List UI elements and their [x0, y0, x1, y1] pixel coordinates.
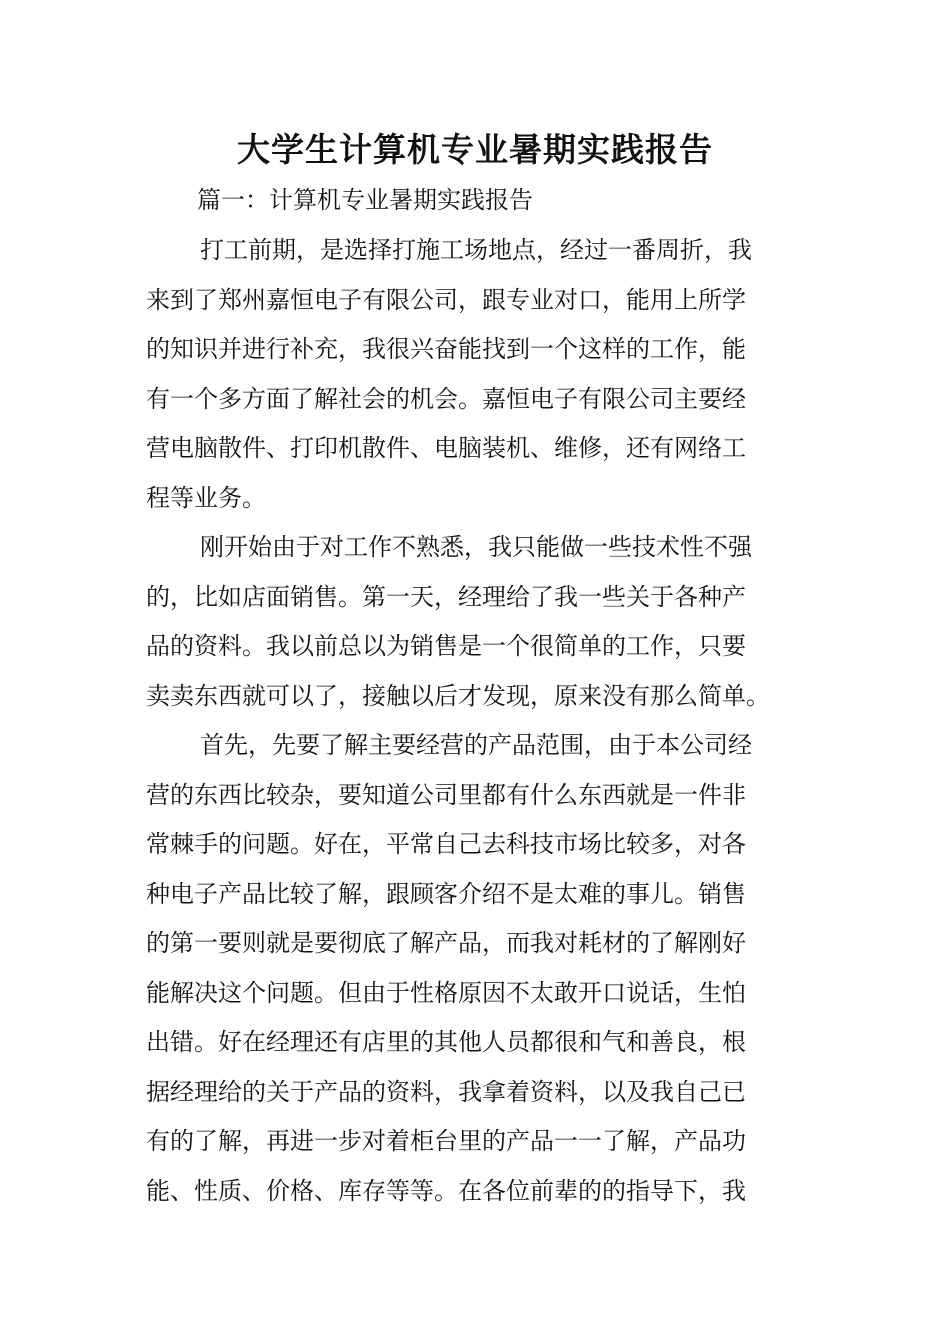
paragraph-line: 能、性质、价格、库存等等。在各位前辈的的指导下，我 [146, 1176, 746, 1205]
document-subtitle: 篇一：计算机专业暑期实践报告 [197, 186, 533, 214]
paragraph-3 [146, 721, 806, 1216]
paragraph-line: 常棘手的问题。好在，平常自己去科技市场比较多，对各 [146, 830, 746, 858]
paragraph-line: 出错。好在经理还有店里的其他人员都很和气和善良，根 [146, 1028, 746, 1056]
paragraph-line: 的第一要则就是要彻底了解产品，而我对耗材的了解刚好 [146, 929, 746, 957]
paragraph-line: 营电脑散件、打印机散件、电脑装机、维修，还有网络工 [146, 434, 746, 462]
paragraph-line: 卖卖东西就可以了，接触以后才发现，原来没有那么简单。 [146, 681, 770, 710]
paragraph-2 [146, 523, 806, 721]
paragraph-line: 首先，先要了解主要经营的产品范围，由于本公司经 [200, 731, 752, 759]
paragraph-line: 能解决这个问题。但由于性格原因不太敢开口说话，生怕 [146, 978, 746, 1007]
paragraph-1 [146, 226, 806, 523]
paragraph-line: 程等业务。 [146, 483, 266, 512]
paragraph-line: 有的了解，再进一步对着柜台里的产品一一了解，产品功 [146, 1127, 746, 1155]
paragraph-line: 有一个多方面了解社会的机会。嘉恒电子有限公司主要经 [146, 384, 746, 413]
document-body [146, 226, 806, 1216]
paragraph-line: 刚开始由于对工作不熟悉，我只能做一些技术性不强 [200, 533, 752, 561]
paragraph-line: 营的东西比较杂，要知道公司里都有什么东西就是一件非 [146, 780, 746, 809]
paragraph-line: 的，比如店面销售。第一天，经理给了我一些关于各种产 [146, 582, 746, 611]
document-title: 大学生计算机专业暑期实践报告 [237, 130, 713, 169]
paragraph-line: 的知识并进行补充，我很兴奋能找到一个这样的工作，能 [146, 335, 746, 363]
paragraph-line: 打工前期，是选择打施工场地点，经过一番周折，我 [200, 236, 752, 264]
paragraph-line: 来到了郑州嘉恒电子有限公司，跟专业对口，能用上所学 [146, 285, 746, 314]
paragraph-line: 品的资料。我以前总以为销售是一个很简单的工作，只要 [146, 632, 746, 660]
paragraph-line: 据经理给的关于产品的资料，我拿着资料，以及我自己已 [146, 1077, 746, 1106]
paragraph-line: 种电子产品比较了解，跟顾客介绍不是太难的事儿。销售 [146, 879, 746, 908]
